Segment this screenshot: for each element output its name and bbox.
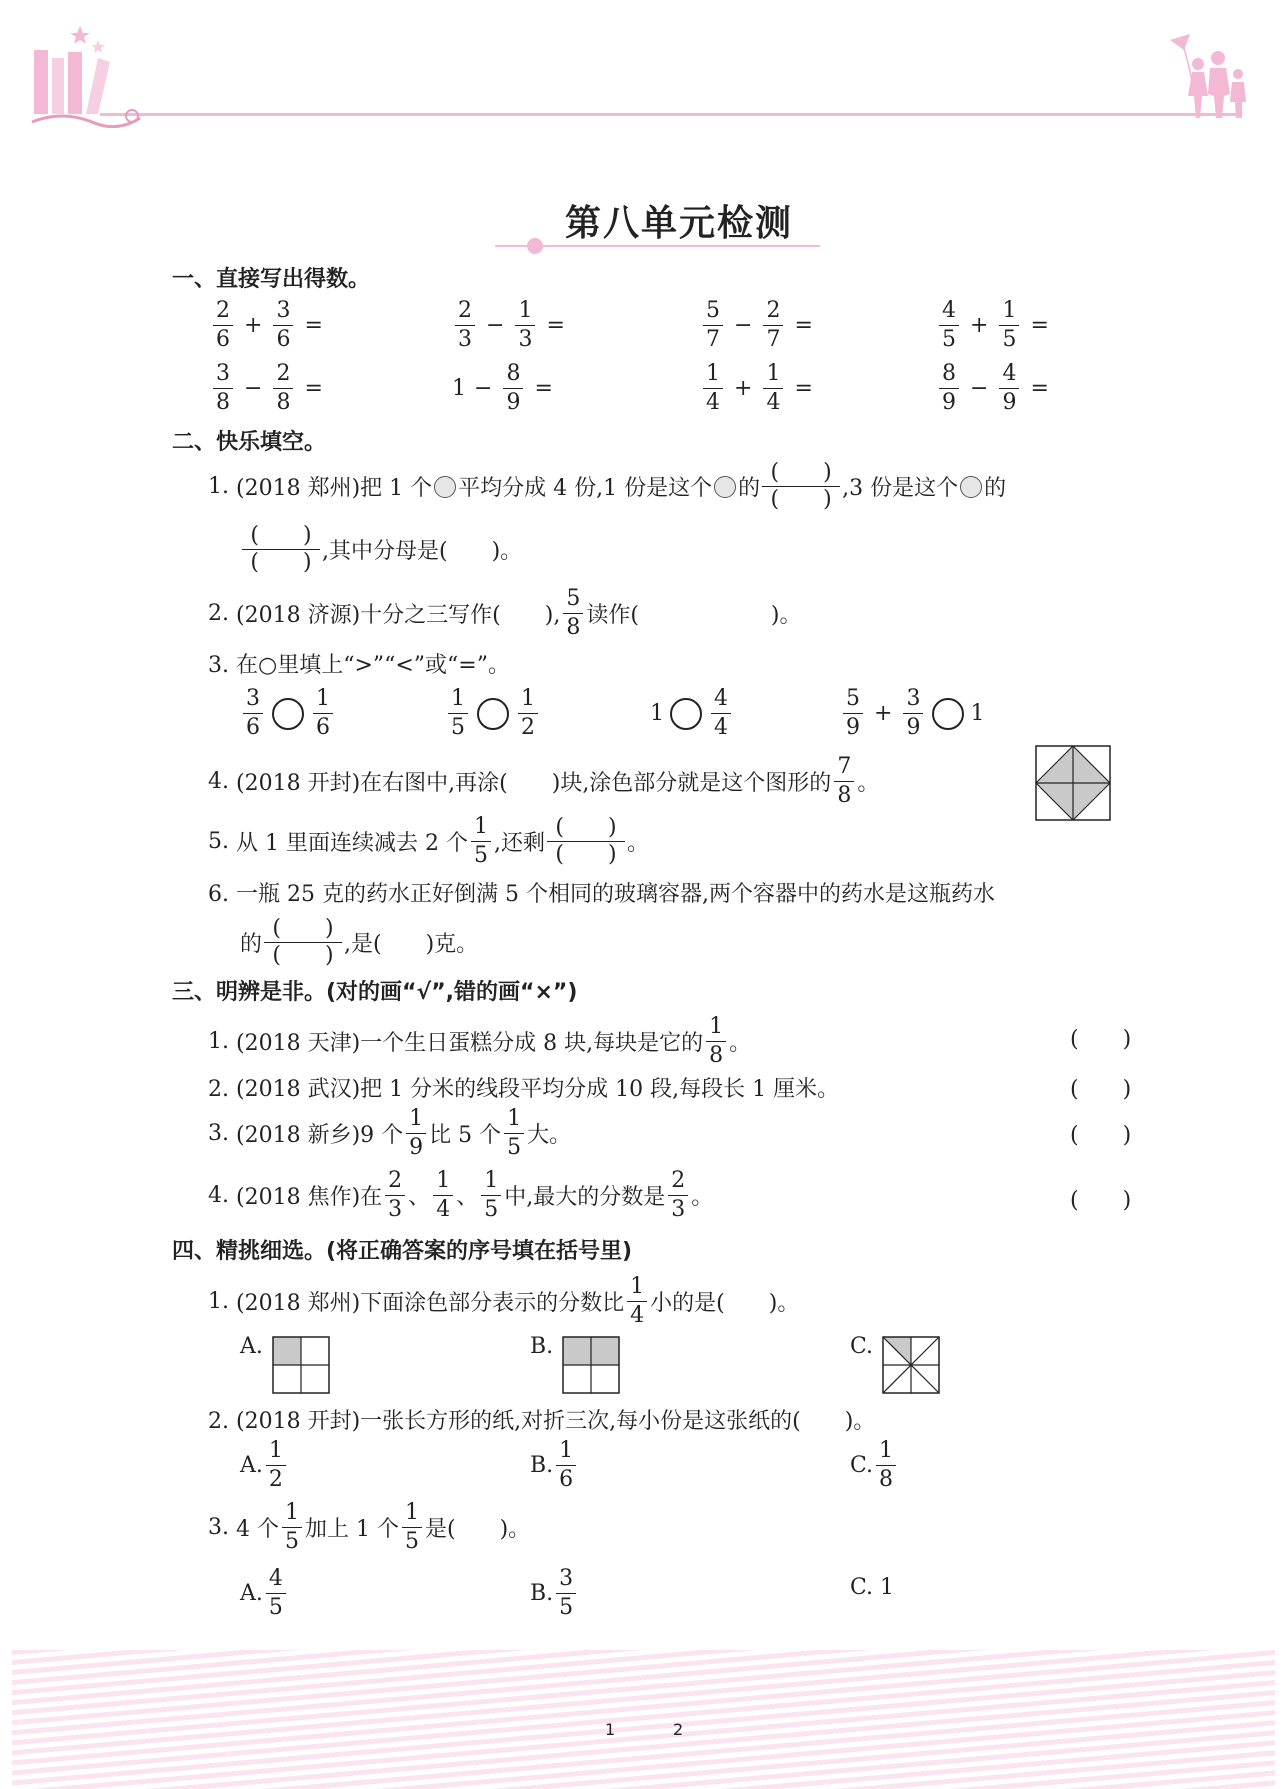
circle-icon (434, 476, 456, 498)
option-a-grid-figure[interactable] (272, 1336, 330, 1394)
s4-q2-option-a[interactable]: A. $\frac{1}{2}$ (240, 1440, 289, 1491)
s2-q4: 4. (2018 开封) 在右图中,再涂( )块,涂色部分就是这个图形的 $\frac{7}{8}$ 。 (208, 754, 880, 808)
compare-3: 1 $\frac{4}{4}$ (650, 688, 734, 739)
title-dot (527, 238, 543, 254)
s2-q6-line1: 6. 一瓶 25 克的药水正好倒满 5 个相同的玻璃容器,两个容器中的药水是这瓶药水 (208, 882, 995, 907)
judge-answer-blank[interactable]: ( ) (1070, 1027, 1132, 1052)
s4-q2-option-c[interactable]: C. $\frac{1}{8}$ (850, 1440, 899, 1491)
calc-5: $\frac{3}{8}$ − $\frac{2}{8}$ = (210, 363, 331, 414)
calc-6: 1 − $\frac{8}{9}$ = (452, 361, 553, 415)
calc-2: $\frac{2}{3}$ − $\frac{1}{3}$ = (452, 300, 573, 351)
s3-q1: 1. (2018 天津) 一个生日蛋糕分成 8 块,每块是它的 $\frac{1}{8}$ 。 (208, 1014, 752, 1068)
calc-7: $\frac{1}{4}$ + $\frac{1}{4}$ = (700, 363, 821, 414)
books-logo-icon (22, 18, 152, 133)
circle-icon (714, 476, 736, 498)
s3-q3: 3. (2018 新乡) 9 个 $\frac{1}{9}$ 比 5 个 $\frac{1}{5}$ 大。 (208, 1106, 572, 1160)
option-b-label[interactable]: B. (530, 1334, 554, 1359)
compare-1: $\frac{3}{6}$ $\frac{1}{6}$ (240, 688, 336, 739)
answer-fraction-blank[interactable]: ( ) ( ) (762, 462, 840, 511)
section2-heading: 二、快乐填空。 (172, 430, 327, 455)
title-underline (495, 245, 820, 247)
answer-fraction-blank[interactable]: ( ) ( ) (547, 817, 625, 866)
s2-q6-line2: 的 ( ) ( ) ,是( )克。 (240, 916, 479, 968)
circle-icon (960, 476, 982, 498)
compare-circle[interactable] (670, 698, 702, 730)
answer-fraction-blank[interactable]: ( ) ( ) (264, 918, 342, 967)
calc-3: $\frac{5}{7}$ − $\frac{2}{7}$ = (700, 300, 821, 351)
compare-4: $\frac{5}{9}$ + $\frac{3}{9}$ 1 (840, 688, 984, 739)
s4-q2: 2. (2018 开封)一张长方形的纸,对折三次,每小份是这张纸的( )。 (208, 1409, 876, 1434)
calc-1: $\frac{2}{6}$ + $\frac{3}{6}$ = (210, 300, 331, 351)
s2-q1-line1: 1. (2018 郑州) 把 1 个 平均分成 4 份,1 份是这个 的 ( ) ( ) ,3 份是这个 的 (208, 460, 1007, 512)
compare-2: $\frac{1}{5}$ $\frac{1}{2}$ (445, 688, 541, 739)
calc-4: $\frac{4}{5}$ + $\frac{1}{5}$ = (936, 300, 1057, 351)
compare-circle[interactable] (932, 698, 964, 730)
s4-q2-option-b[interactable]: B. $\frac{1}{6}$ (530, 1440, 579, 1491)
option-a-label[interactable]: A. (240, 1334, 263, 1359)
page-number-right: 2 (673, 1720, 684, 1739)
s4-q3-option-a[interactable]: A. $\frac{4}{5}$ (240, 1568, 289, 1619)
s2-q1-line2: ( ) ( ) ,其中分母是( )。 (240, 525, 522, 574)
s2-q5: 5. 从 1 里面连续减去 2 个 $\frac{1}{5}$ ,还剩 ( ) ( ) 。 (208, 814, 649, 868)
children-kite-icon (1150, 30, 1250, 120)
s3-q2: 2. (2018 武汉)把 1 分米的线段平均分成 10 段,每段长 1 厘米。 (208, 1077, 840, 1102)
section3-heading: 三、明辨是非。(对的画“√”,错的画“×”) (172, 980, 578, 1005)
page-title: 第八单元检测 (565, 202, 794, 244)
s2-q3: 3. 在○里填上“>”“<”或“=”。 (208, 653, 510, 678)
answer-fraction-blank[interactable]: ( ) ( ) (242, 525, 320, 574)
s4-q3: 3. 4 个 $\frac{1}{5}$ 加上 1 个 $\frac{1}{5}$ 是( )。 (208, 1500, 531, 1554)
s4-q3-option-c[interactable]: C. 1 (850, 1575, 895, 1600)
page-number-left: 1 (605, 1720, 616, 1739)
s4-q3-option-b[interactable]: B. $\frac{3}{5}$ (530, 1568, 579, 1619)
square-diamond-figure (1035, 745, 1111, 821)
s3-q4: 4. (2018 焦作) 在 $\frac{2}{3}$ 、 $\frac{1}{4}$ 、 $\frac{1}{5}$ 中,最大的分数是 $\frac{2}{3}$ 。 (208, 1168, 714, 1222)
s4-q1: 1. (2018 郑州) 下面涂色部分表示的分数比 $\frac{1}{4}$ 小的是( )。 (208, 1274, 800, 1328)
compare-circle[interactable] (272, 698, 304, 730)
option-c-star-figure[interactable] (882, 1336, 940, 1394)
option-c-label[interactable]: C. (850, 1334, 874, 1359)
s2-q2: 2. (2018 济源) 十分之三写作( ), $\frac{5}{8}$ 读作( )。 (208, 586, 802, 640)
judge-answer-blank[interactable]: ( ) (1070, 1123, 1132, 1148)
section1-heading: 一、直接写出得数。 (172, 267, 371, 292)
judge-answer-blank[interactable]: ( ) (1070, 1077, 1132, 1102)
option-b-grid-figure[interactable] (562, 1336, 620, 1394)
compare-circle[interactable] (477, 698, 509, 730)
judge-answer-blank[interactable]: ( ) (1070, 1188, 1132, 1213)
calc-8: $\frac{8}{9}$ − $\frac{4}{9}$ = (936, 363, 1057, 414)
section4-heading: 四、精挑细选。(将正确答案的序号填在括号里) (172, 1239, 633, 1264)
footer-stripes (12, 1650, 1275, 1789)
header-line (100, 113, 1240, 116)
